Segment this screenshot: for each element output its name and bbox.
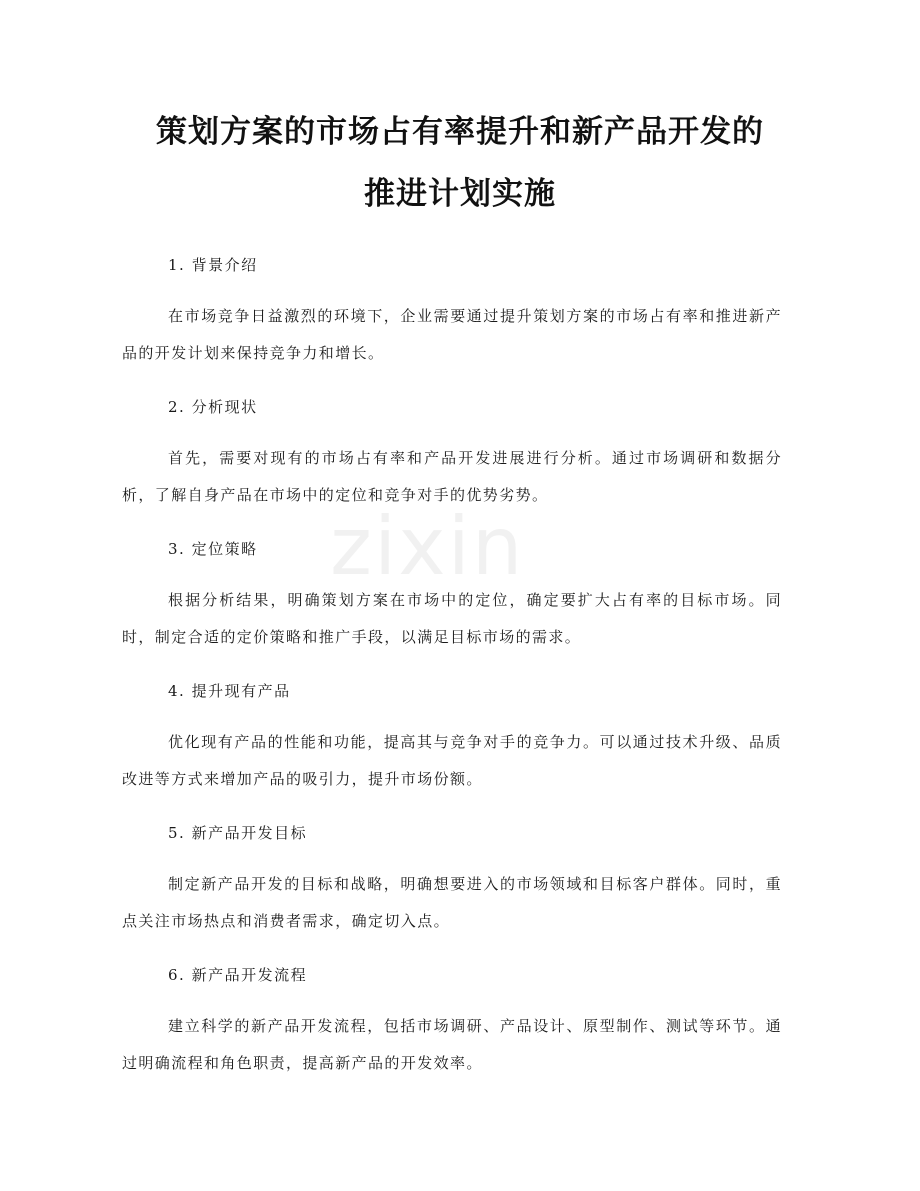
section-paragraph: 首先，需要对现有的市场占有率和产品开发进展进行分析。通过市场调研和数据分析，了解自身产品在市场中的定位和竞争对手的优势劣势。 — [122, 449, 782, 504]
section-new-product-goals — [122, 818, 782, 940]
section-analysis — [122, 392, 782, 514]
section-heading: 5. 新产品开发目标 — [168, 824, 308, 842]
section-heading: 3. 定位策略 — [168, 540, 258, 558]
section-heading: 2. 分析现状 — [168, 398, 258, 416]
section-paragraph: 优化现有产品的性能和功能，提高其与竞争对手的竞争力。可以通过技术升级、品质改进等方式来增加产品的吸引力，提升市场份额。 — [122, 733, 782, 788]
document-body — [122, 250, 782, 1102]
section-background — [122, 250, 782, 372]
document-title-line2: 推进计划实施 — [364, 176, 556, 212]
section-paragraph: 制定新产品开发的目标和战略，明确想要进入的市场领域和目标客户群体。同时，重点关注市场热点和消费者需求，确定切入点。 — [122, 875, 782, 930]
watermark: zixin — [330, 500, 525, 593]
section-heading: 6. 新产品开发流程 — [168, 966, 308, 984]
section-positioning — [122, 534, 782, 656]
section-paragraph: 根据分析结果，明确策划方案在市场中的定位，确定要扩大占有率的目标市场。同时，制定合适的定价策略和推广手段，以满足目标市场的需求。 — [122, 591, 782, 646]
section-paragraph: 在市场竞争日益激烈的环境下，企业需要通过提升策划方案的市场占有率和推进新产品的开发计划来保持竞争力和增长。 — [122, 307, 782, 362]
section-new-product-process — [122, 960, 782, 1082]
section-heading: 4. 提升现有产品 — [168, 682, 291, 700]
section-improve-products — [122, 676, 782, 798]
section-paragraph: 建立科学的新产品开发流程，包括市场调研、产品设计、原型制作、测试等环节。通过明确流程和角色职责，提高新产品的开发效率。 — [122, 1017, 782, 1072]
document-title-line1: 策划方案的市场占有率提升和新产品开发的 — [156, 114, 764, 150]
section-heading: 1. 背景介绍 — [168, 256, 258, 274]
